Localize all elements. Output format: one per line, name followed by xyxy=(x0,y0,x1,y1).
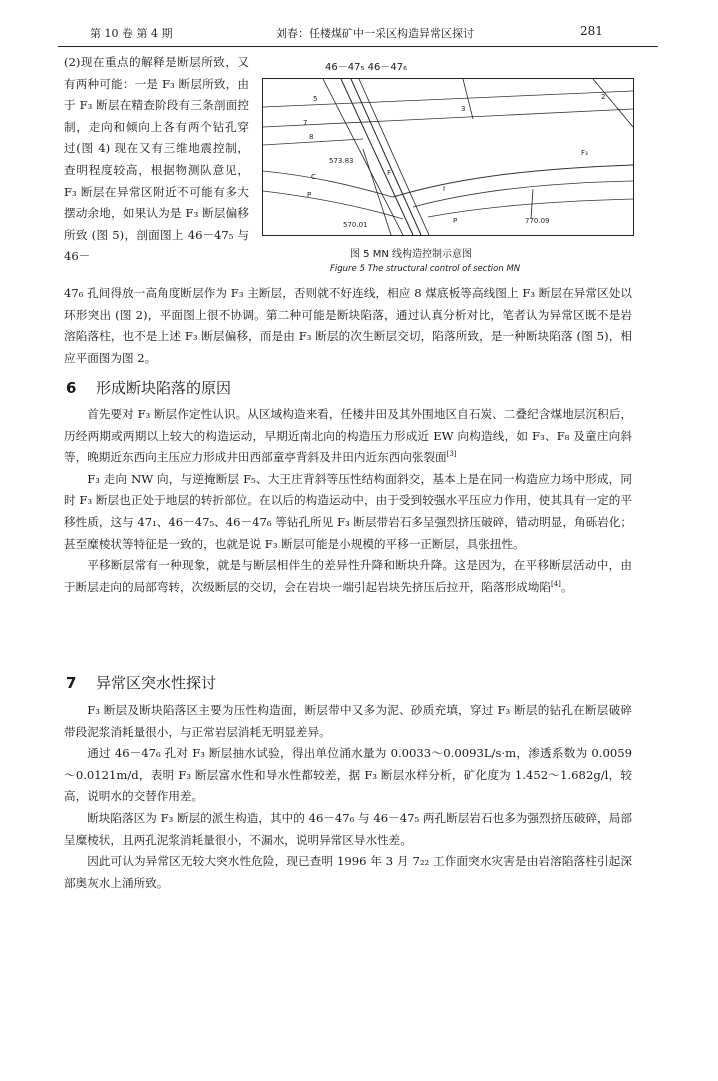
section-7-paragraph-1: F₃ 断层及断块陷落区主要为压性构造面，断层带中又多为泥、砂质充填，穿过 F₃ 断层的钻孔在断层破碎带段泥浆消耗量很小，与正常岩层消耗无明显差异。 xyxy=(64,703,632,739)
label-I: I xyxy=(443,185,446,193)
intro-paragraph-wide: 47₆ 孔间得放一高角度断层作为 F₃ 主断层，否则就不好连线，相应 8 煤底板等高线图上 F₃ 断层在异常区处以环形突出 (图 2)，平面图上很不协调。第二种可能是断块陷落，通过认真分析对比，笔者认为异常区既不是岩溶陷落柱，也不是上述 F₃ 断层偏移，而是由 F₃ 断层的次生断层交切，陷落所致，是一种断块陷落 (图 5)，相应平面图为图 2。 xyxy=(64,286,632,365)
running-title: 刘春：任楼煤矿中一采区构造异常区探讨 xyxy=(276,27,474,40)
section-7-paragraph-2: 通过 46－47₆ 孔对 F₃ 断层抽水试验，得出单位涌水量为 0.0033～0.0093L/s·m，渗透系数为 0.0059～0.0121m/d，表明 F₃ 断层富水性和导水性都较差，据 F₃ 断层水样分析，矿化度为 1.452～1.682g/l，较高，说明水的交替作用差。 xyxy=(64,746,632,804)
fault-line xyxy=(351,79,421,235)
elev-left: 573.83 xyxy=(329,157,354,165)
label-3: 3 xyxy=(461,105,466,113)
label-8: 8 xyxy=(309,133,314,141)
elev-mid: 570.01 xyxy=(343,221,368,229)
label-7: 7 xyxy=(303,119,308,127)
section-6-paragraph-3: 平移断层常有一种现象，就是与断层相伴生的差异性升降和断块升降。这是因为，在平移断层活动中，由于断层走向的局部弯转，次级断层的交切，会在岩块一端引起岩块先挤压后拉开，陷落形成坳陷[4]。 xyxy=(64,558,632,594)
elev-right: 770.09 xyxy=(525,217,550,225)
label-C: C xyxy=(311,173,316,181)
label-F3: F₃ xyxy=(581,149,588,157)
label-2: 2 xyxy=(601,93,606,101)
stratum-curve xyxy=(263,171,393,197)
fault-line xyxy=(359,79,429,235)
section-7-title: 异常区突水性探讨 xyxy=(96,674,217,692)
figure-caption-en: Figure 5 The structural control of section MN xyxy=(330,264,521,274)
section-6-number: 6 xyxy=(66,379,77,397)
section-7-number: 7 xyxy=(66,674,77,692)
section-7-paragraph-3: 断块陷落区为 F₃ 断层的派生构造，其中的 46－47₆ 与 46－47₅ 两孔断层岩石也多为强烈挤压破碎，局部呈糜棱状，且两孔泥浆消耗量很小，不漏水，说明异常区导水性差。 xyxy=(64,810,632,847)
section-7-body xyxy=(64,700,632,894)
figure-5-section-diagram xyxy=(262,78,634,236)
section-7-paragraph-4: 因此可认为异常区无较大突水性危险，现已查明 1996 年 3 月 7₂₂ 工作面突水灾害是由岩溶陷落柱引起深部奥灰水上涌所致。 xyxy=(64,854,632,890)
stratum-line xyxy=(263,109,633,127)
section-6-paragraph-1: 首先要对 F₃ 断层作定性认识。从区域构造来看，任楼井田及其外围地区自石炭、二叠纪含煤地层沉积后，历经两期或两期以上较大的构造运动，早期近南北向的构造压力形成近 EW 向构造线，如 F₃、F₈ 及童庄向斜等，晚期近东西向主压应力形成井田西部童亭背斜及井田内近东西向张裂面[3] xyxy=(64,407,632,465)
label-P: P xyxy=(307,191,312,199)
stratum-line xyxy=(263,91,633,107)
section-6-heading xyxy=(66,377,231,398)
figure-caption-cn: 图 5 MN 线构造控制示意图 xyxy=(350,249,473,260)
label-P2: P xyxy=(453,217,458,225)
citation: [3] xyxy=(446,450,457,459)
section-7-heading xyxy=(66,672,216,693)
fault-line xyxy=(593,79,633,127)
stratum-curve xyxy=(263,191,403,219)
page-number: 281 xyxy=(580,24,603,38)
figure-top-label: 46－47₅ 46－47₆ xyxy=(325,62,408,73)
running-header xyxy=(58,20,658,47)
stratum-curve xyxy=(393,165,633,197)
section-6-paragraph-2: F₃ 走向 NW 向，与逆掩断层 F₅、大王庄背斜等压性结构面斜交，基本上是在同一构造应力场中形成，同时 F₃ 断层也正处于地层的转折部位。在以后的构造运动中，由于受到较强水平压应力作用，使其具有一定的平移性质，这与 47₁、46－47₅、46－47₆ 等钻孔所见 F₃ 断层带岩石多呈强烈挤压破碎，错动明显，角砾岩化；甚至糜棱状等特征是一致的，也就是说 F₃ 断层可能是小规模的平移一正断层，具张扭性。 xyxy=(64,471,632,551)
label-5: 5 xyxy=(313,95,318,103)
label-F: F xyxy=(387,169,392,177)
fault-line xyxy=(463,79,473,119)
stratum-curve xyxy=(428,199,633,217)
section-6-title: 形成断块陷落的原因 xyxy=(96,379,232,397)
intro-paragraph-narrow: (2)现在重点的解释是断层所致，又有两种可能：一是 F₃ 断层所致，由于 F₃ 断层在精查阶段有三条剖面控制，走向和倾向上各有两个钻孔穿过(图 4) 现在又有三维地震控制，查明程度较高，根据物测队意见，F₃ 断层在异常区附近不可能有多大摆动余地，如果认为是 F₃ 断层偏移所致 (图 5)，剖面图上 46－47₅ 与 46－ xyxy=(64,55,249,264)
stratum-curve xyxy=(413,181,633,207)
section-6-body xyxy=(64,404,632,598)
fault-cross-section xyxy=(263,79,633,235)
volume-issue: 第 10 卷 第 4 期 xyxy=(90,27,173,40)
citation: [4] xyxy=(550,579,561,588)
